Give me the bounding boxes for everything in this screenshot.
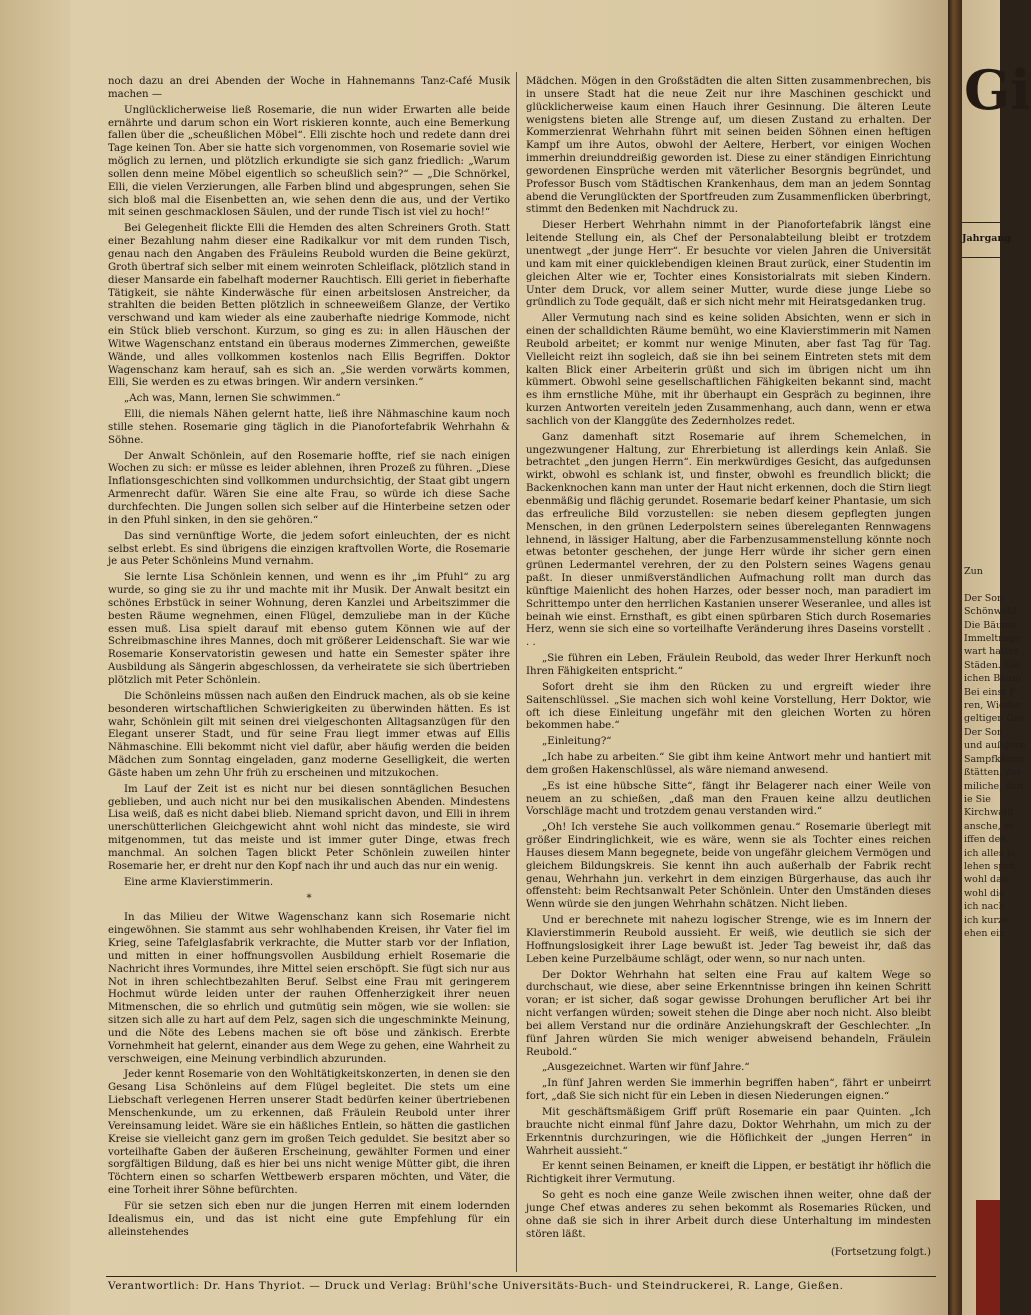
text-fragment <box>964 578 1004 591</box>
binding-edge <box>976 1200 1000 1315</box>
text-fragment: ren, Wieder <box>964 700 1021 712</box>
text-fragment: geltigen Gre <box>964 713 1025 725</box>
text-fragment: Zun <box>964 566 983 577</box>
text-fragment: ßtätten, der <box>964 767 1022 779</box>
paragraph: „In fünf Jahren werden Sie immerhin begriffen haben“, fährt er unbeirrt fort, „daß Sie sich nicht für ein Leben in diesen Niederungen eignen.“ <box>526 1078 931 1103</box>
text-fragment: Immeltrage <box>964 633 1021 645</box>
paragraph: „Es ist eine hübsche Sitte“, fängt ihr Belagerer nach einer Weile von neuem an zu schießen, „daß man den Frauen keine allzu deutlichen Vorschläge macht und trotzdem genau verstanden wird.“ <box>526 780 931 818</box>
text-fragment: Schönwald <box>964 606 1017 618</box>
paragraph: Ganz damenhaft sitzt Rosemarie auf ihrem Schemelchen, in ungezwungener Haltung, zur Ehrerbietung ist allerdings kein Anlaß. Sie betrachtet „den jungen Herrn“. Ein merkwürdiges Gesicht, das aufgedunsen wirkt, obwohl es schlank ist, und finster, obwohl es freundlich blickt; die Backenknochen kann man unter der Haut nicht erkennen, doch die Stirn liegt ebenmäßig und flächig gerundet. Rosemarie bedarf keiner Phantasie, um sich das erfreuliche Bild vorzustellen: sie neben diesem gepflegten jungen Menschen, in den grünen Lederpolstern seines übereleganten Rennwagens lehnend, in lässiger Haltung, aber die Farbenzusammenstellung könnte noch etwas betonter geschehen, der junge Herr würde ihr sicher gern einen grünen Ledermantel verehren, der zu den Polstern seines Wagens genau paßt. In dieser unmißverständlichen Aufmachung rollt man durch das künftige Maienlicht des hohen Harzes, oder besser noch, man paradiert im Schrittempo unter den herrlichen Kastanien unserer Weseranlee, und alles ist beinah wie einst. Ernsthaft, es gibt einen spürbaren Stich durch Rosemaries Herz, wenn sie sich eine so vorteilhafte Veränderung ihres Daseins vorstellt . . . <box>526 431 931 649</box>
text-fragment: ansche, er <box>964 820 1014 832</box>
paragraph: Im Lauf der Zeit ist es nicht nur bei diesen sonntäglichen Besuchen geblieben, und auch nicht nur bei den musikalischen Abenden. Mindestens Lisa weiß, daß es nicht dabei blieb. Niemand spricht davon, und Elli in ihrem unerschütterlichen Gleichgewicht ahnt wohl nicht das mindeste, sie wird mitgenommen, tut das meiste und ist immer guter Dinge, etwas frech manchmal. An solchen Tagen blickt Peter Schönlein zuweilen hinter Rosemarie her, er dreht nur den Kopf nach ihr und auch das nur ein wenig. <box>108 783 510 872</box>
text-fragment: ich kurze <box>964 914 1009 926</box>
paragraph: So geht es noch eine ganze Weile zwischen ihnen weiter, ohne daß der junge Chef etwas anderes zu sehen bekommt als Rosemaries Rücken, und ohne daß sie sich in ihrer Arbeit durch diese Unterhaltung im mindesten stören läßt. <box>526 1190 931 1240</box>
book-spine <box>948 0 962 1315</box>
paragraph: Bei Gelegenheit flickte Elli die Hemden des alten Schreiners Groth. Statt einer Bezahlung nahm dieser eine Radikalkur vor mit dem runden Tisch, genau nach den Angaben des Fräuleins Reubold wurden die Beine gekürzt, Groth übertraf sich selber mit einem weinroten Schleiflack, plötzlich stand in dieser Mansarde ein fabelhaft moderner Rauchtisch. Elli geriet in fieberhafte Tätigkeit, sie nähte Kinderwäsche für einen arbeitslosen Anstreicher, da strahlten die beiden Betten plötzlich in schneeweißem Glanze, der Vertiko verschwand und kam wieder als eine zauberhafte niedrige Kommode, nicht ein Stück blieb verschont. Kurzum, so ging es zu: in allen Häuschen der Witwe Wagenschanz entstand ein überaus modernes Zimmerchen, geweißte Wände, und alles vollkommen kostenlos nach Ellis Begriffen. Doktor Wagenschanz kam herauf, sah es sich an. „Sie werden vorwärts kommen, Elli, Sie werden es zu etwas bringen. Wir andern versinken.“ <box>108 223 510 389</box>
text-fragment: Sampfkämm <box>964 753 1025 765</box>
paragraph: „Einleitung?“ <box>542 736 612 748</box>
text-fragment: wohl die <box>964 887 1005 899</box>
paragraph: Eine arme Klavierstimmerin. <box>124 876 274 888</box>
paragraph: Er kennt seinen Beinamen, er kneift die Lippen, er bestätigt ihr höflich die Richtigkeit ihrer Vermutung. <box>526 1161 931 1186</box>
volume-band-fragment: Jahrgang <box>962 222 1000 258</box>
paragraph: Sofort dreht sie ihm den Rücken zu und ergreift wieder ihre Saitenschlüssel. „Sie machen sich wohl keine Vorstellung, Herr Doktor, wie oft ich diese Einleitung ungefähr mit den gleichen Worten zu hören bekommen habe.“ <box>526 681 931 732</box>
paragraph: „Ich habe zu arbeiten.“ Sie gibt ihm keine Antwort mehr und hantiert mit dem großen Hakenschlüssel, als wäre niemand anwesend. <box>526 752 931 776</box>
text-fragment: wart hatter <box>964 646 1019 658</box>
paragraph: Die Schönleins müssen nach außen den Eindruck machen, als ob sie keine besonderen wirtschaftlichen Schwierigkeiten zu überwinden hätten. Es ist wahr, Schönlein gilt mit seinen drei vielgeschonten Alltagsanzügen für den Elegant unserer Stadt, und für seine Frau liegt immer etwas auf Ellis Nähmaschine. Elli bekommt nicht viel dafür, aber häufig werden die beiden Mädchen zum Sonntag eingeladen, ganz moderne Geselligkeit, die werten Gäste haben um zehn Uhr früh zu erscheinen und mitzukochen. <box>108 690 510 779</box>
paragraph: Das sind vernünftige Worte, die jedem sofort einleuchten, der es nicht selbst erlebt. Es sind übrigens die einzigen kraftvollen Worte, die Rosemarie je aus Peter Schönleins Mund vernahm. <box>108 530 510 568</box>
paragraph: „Ach was, Mann, lernen Sie schwimmen.“ <box>124 393 341 405</box>
column-divider <box>516 72 517 1272</box>
text-fragment: ichen Bäum <box>964 673 1022 685</box>
text-fragment: Bei einst F <box>964 686 1016 698</box>
paragraph: Unglücklicherweise ließ Rosemarie, die nun wider Erwarten alle beide ernährte und darum schon ein Wort riskieren konnte, auch eine Bemerkung fallen über die „scheußlichen Möbel“. Elli zischte hoch und redete dann drei Tage keinen Ton. Aber sie hatte sich vorgenommen, von Rosemarie soviel wie möglich zu lernen, und plötzlich erkundigte sie sich ganz friedlich: „Warum sollen denn meine Möbel eigentlich so scheußlich sein?“ — „Die Schnörkel, Elli, die vielen Verzierungen, alle Farben blind und abgesprungen, sehen Sie sich bloß mal die Eisenbetten an, wie sehen denn die aus, und der Vertiko mit seinen geschmacklosen Säulen, und der runde Tisch ist viel zu hoch!“ <box>108 104 510 219</box>
adjacent-page-edge <box>962 0 1031 1315</box>
text-fragment: miliche, den <box>964 780 1024 792</box>
paragraph: Sie lernte Lisa Schönlein kennen, und wenn es ihr „im Pfuhl“ zu arg wurde, so ging sie zu ihr und machte mit ihr Musik. Der Anwalt besitzt ein schönes Erbstück in seiner Wohnung, deren Kanzlei und Arbeitszimmer die besten Räume wegnehmen, einen Flügel, demzuliebe man in der Küche essen muß. Lisa spielt darauf mit ebenso gutem Können wie auf der Schreibmaschine ihres Mannes, doch mit größerer Leidenschaft. Sie war wie Rosemarie Konservatoristin gewesen und hatte ein Semester später ihre Ausbildung als Sängerin abgeschlossen, da verheiratete sie sich übertrieben plötzlich mit Peter Schönlein. <box>108 572 510 686</box>
right-column <box>526 76 931 1263</box>
text-fragment: Der Son <box>964 726 1004 738</box>
footer-rule <box>106 1276 936 1277</box>
text-fragment: iffen den <box>964 834 1007 846</box>
text-fragment: ich alles ja <box>964 847 1016 859</box>
paragraph: Und er berechnete mit nahezu logischer Strenge, wie es im Innern der Klavierstimmerin Reubold aussieht. Er weiß, wie deutlich sie sich der Hoffnungslosigkeit ihrer Lage bewußt ist. Jeder Tag beweist ihr, daß das Leben keine Purzelbäume schlägt, oder wenn, so nur nach unten. <box>526 915 931 965</box>
masthead-fragment: Gi <box>964 58 1031 122</box>
paragraph: Elli, die niemals Nähen gelernt hatte, ließ ihre Nähmaschine kaum noch stille stehen. Rosemarie ging täglich in die Pianofortefabrik Wehrhahn & Söhne. <box>108 409 510 446</box>
paragraph: Dieser Herbert Wehrhahn nimmt in der Pianofortefabrik längst eine leitende Stellung ein, als Chef der Personalabteilung bleibt er trotzdem unentwegt „der junge Herr“. Er besuchte vor vielen Jahren die Universität und kam mit einer quicklebendigen kleinen Braut zurück, einer Studentin im gleichen Alter wie er, Tochter eines Konsistorialrats mit sieben Kindern. Unter dem Druck, vor allem seiner Mutter, wurde diese junge Liebe so gründlich zu Tode gequält, daß er sich nicht mehr mit Heiratsgedanken trug. <box>526 220 931 309</box>
left-column <box>108 76 510 1242</box>
text-fragment: Städen. Die <box>964 659 1021 671</box>
text-fragment: lehen sprä <box>964 860 1015 872</box>
paragraph: noch dazu an drei Abenden der Woche in Hahnemanns Tanz-Café Musik machen — <box>108 76 510 100</box>
text-fragment: Die Bäume <box>964 619 1017 631</box>
paragraph: „Oh! Ich verstehe Sie auch vollkommen genau.“ Rosemarie überlegt mit größer Eindringlichkeit, wie es wäre, wenn sie als Tochter eines reichen Hauses diesem Mann begegnete, beide von ungefähr gleichem Vermögen und gleichem Bildungskreis. Sie kennt ihn auch außerhalb der Fabrik recht genau, Wehrhahn jun. verkehrt in dem einzigen Bürgerhause, das auch ihr offensteht: beim Rechtsanwalt Peter Schönlein. Unter den Umständen dieses Wenn würde sie den jungen Wehrhahn schätzen. Nicht lieben. <box>526 822 931 911</box>
text-fragment: ehen ein <box>964 927 1006 939</box>
text-fragment: Kirchwald <box>964 807 1014 819</box>
text-fragment: wohl dan <box>964 874 1008 886</box>
paragraph: Mädchen. Mögen in den Großstädten die alten Sitten zusammenbrechen, bis in unsere Stadt hat die neue Zeit nur ihre Maschinen geschickt und glücklicherweise kaum einen Hauch ihrer Gesinnung. Die älteren Leute wenigstens bieten alle Strenge auf, um diesen Zustand zu erhalten. Der Kommerzienrat Wehrhahn führt mit seinen beiden Söhnen einen heftigen Kampf um ihre Autos, obwohl der Aeltere, Herbert, vor einigen Wochen immerhin dreiunddreißig geworden ist. Diese zu einer ständigen Einrichtung gewordenen Einsprüche werden mit väterlicher Besorgnis begründet, und Professor Busch vom Städtischen Krankenhaus, dem man an jedem Sonntag abend die Verunglückten der Sportfreuden zum Zusammenflicken überbringt, stimmt den Bedenken mit Nachdruck zu. <box>526 76 931 216</box>
paragraph: „Ausgezeichnet. Warten wir fünf Jahre.“ <box>542 1062 750 1074</box>
paragraph: Der Anwalt Schönlein, auf den Rosemarie hoffte, rief sie nach einigen Wochen zu sich: er müsse es leider ablehnen, ihren Prozeß zu führen. „Diese Inflationsgeschichten sind vollkommen undurchsichtig, der Staat gibt ungern Armenrecht dafür. Wären Sie eine alte Frau, so würde ich diese Sache durchfechten. Die Jungen sollen sich selber auf die Hinterbeine setzen oder in den Pfuhl sinken, in den sie gehören.“ <box>108 450 510 526</box>
paragraph: Mit geschäftsmäßigem Griff prüft Rosemarie ein paar Quinten. „Ich brauchte nicht einmal fünf Jahre dazu, Doktor Wehrhahn, um mich zu der Erkenntnis durchzuringen, wie die Höflichkeit der „jungen Herren“ in Wahrheit aussieht.“ <box>526 1106 931 1157</box>
page-margin <box>0 0 70 1315</box>
imprint-footer: Verantwortlich: Dr. Hans Thyriot. — Druck und Verlag: Brühl'sche Universitäts-Buch- und Steindruckerei, R. Lange, Gießen. <box>108 1280 844 1292</box>
text-fragment: und außgere <box>964 740 1026 752</box>
paragraph: * <box>306 893 312 905</box>
text-fragment: ich nach <box>964 901 1005 913</box>
paragraph: In das Milieu der Witwe Wagenschanz kann sich Rosemarie nicht eingewöhnen. Sie stammt aus sehr wohlhabenden Kreisen, ihr Vater fiel im Krieg, seine Tafelglasfabrik verkrachte, die Mutter starb vor der Inflation, und mitten in einer hoffnungsvollen Ausbildung erhielt Rosemarie die Nachricht ihres Vormundes, ihre Mittel seien erschöpft. Sie fügt sich nur aus Not in ihren schlechtbezahlten Beruf. Selbst eine Frau mit geringerem Hochmut würde leiden unter der rauhen Offenherzigkeit ihrer neuen Mitmenschen, die so ehrlich und gutmütig sein mögen, wie sie wollen: sie sitzen sich alle zu hart auf dem Pelz, sagen sich die ungeschminkte Meinung, und die Nöte des Lebens machen sie oft böse und zänkisch. Ererbte Vornehmheit hat gelernt, einander aus dem Wege zu gehen, eine Wahrheit zu verschweigen, eine Meinung verbindlich abzurunden. <box>108 912 510 1065</box>
adjacent-text-fragments <box>964 565 1026 940</box>
paragraph: „Sie führen ein Leben, Fräulein Reubold, das weder Ihrer Herkunft noch Ihren Fähigkeiten entspricht.“ <box>526 653 931 677</box>
paragraph: Für sie setzen sich eben nur die jungen Herren mit einem lodernden Idealismus ein, und das ist nicht eine gute Empfehlung für ein alleinstehendes <box>108 1200 510 1238</box>
text-fragment: ie Sie <box>964 793 991 805</box>
paragraph: Der Doktor Wehrhahn hat selten eine Frau auf kaltem Wege so durchschaut, wie diese, aber seine Erkenntnisse bringen ihn keinen Schritt voran; er ist sicher, daß sogar gewisse Drohungen beruflicher Art bei ihr nicht verfangen würden; soweit stehen die Dinge aber noch nicht. Also bleibt bei allem Verstand nur die ordinäre Anziehungskraft der Geschlechter. „In fünf Jahren würden Sie mich weniger abweisend behandeln, Fräulein Reubold.“ <box>526 969 931 1058</box>
text-fragment: Der Son <box>964 592 1004 604</box>
paragraph: Aller Vermutung nach sind es keine soliden Absichten, wenn er sich in einen der schalldichten Räume bemüht, wo eine Klavierstimmerin mit Namen Reubold arbeitet; er kommt nur wenige Minuten, aber fast Tag für Tag. Vielleicht reizt ihn sogleich, daß sie ihn bei seinem Eintreten stets mit dem kalten Blick einer Arbeiterin grüßt und sich im übrigen nicht um ihn kümmert. Obwohl seine gesellschaftlichen Fähigkeiten bekannt sind, macht es ihm ernstliche Mühe, mit ihr überhaupt ein Gespräch zu beginnen, ihre kurzen Antworten vereiteln jeden Zusammenhang, auch dann, wenn er etwa sachlich von der Klanggüte des Zedernholzes redet. <box>526 313 931 427</box>
paragraph: (Fortsetzung folgt.) <box>830 1247 931 1259</box>
paragraph: Jeder kennt Rosemarie von den Wohltätigkeitskonzerten, in denen sie den Gesang Lisa Schönleins auf dem Flügel begleitet. Die stets um eine Liebschaft verlegenen Herren unserer Stadt bedürfen keiner übertriebenen Menschenkunde, um zu erkennen, daß Fräulein Reubold unter ihrer Vereinsamung leidet. Wäre sie ein häßliches Entlein, so hätten die gastlichen Kreise sie vielleicht ganz gern im großen Teich geduldet. Sie besitzt aber so vorteilhafte Gaben der äußeren Erscheinung, gewählter Formen und einer sorgfältigen Bildung, daß es hier bei uns nicht wenige Mütter gibt, die ihren Töchtern einen so scharfen Wettbewerb ersparen möchten, und Väter, die eine Torheit ihrer Söhne befürchten. <box>108 1069 510 1197</box>
